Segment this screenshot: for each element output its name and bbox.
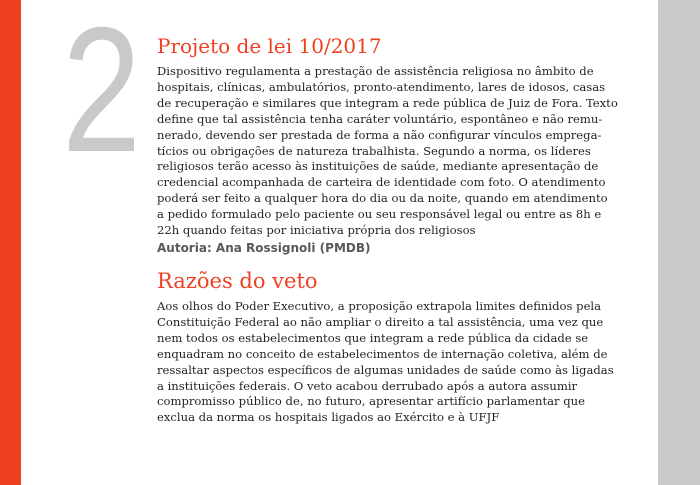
bill-line: tícios ou obrigações de natureza trabalhista. Segundo a norma, os líderes — [157, 143, 591, 158]
bill-authorship: Autoria: Ana Rossignoli (PMDB) — [157, 240, 371, 255]
section-number: 2 — [62, 0, 142, 189]
bill-line: nerado, devendo ser prestada de forma a não configurar vínculos emprega- — [157, 127, 602, 142]
bill-line: Dispositivo regulamenta a prestação de assistência religiosa no âmbito de — [157, 64, 594, 78]
veto-line: ressaltar aspectos específicos de algumas unidades de saúde como às ligadas — [157, 362, 614, 377]
veto-line: enquadram no conceito de estabelecimentos de internação coletiva, além de — [157, 346, 608, 361]
veto-line: compromisso público de, no futuro, apresentar artifício parlamentar que — [157, 394, 585, 409]
bill-line: religiosos terão acesso às instituições de saúde, mediante apresentação de — [157, 159, 599, 174]
bill-line: credencial acompanhada de carteira de identidade com foto. O atendimento — [157, 175, 606, 190]
veto-line: nem todos os estabelecimentos que integram a rede pública da cidade se — [157, 330, 589, 345]
bill-line: 22h quando feitas por iniciativa própria dos religiosos — [157, 223, 476, 238]
veto-description — [157, 299, 653, 426]
article-content — [157, 34, 653, 426]
bill-title: Projeto de lei 10/2017 — [157, 34, 382, 58]
veto-line: a instituições federais. O veto acabou derrubado após a autora assumir — [157, 378, 578, 393]
bill-line: define que tal assistência tenha caráter voluntário, espontâneo e não remu- — [157, 111, 603, 126]
veto-title: Razões do veto — [157, 268, 318, 293]
bill-description — [157, 64, 653, 239]
bill-line: a pedido formulado pelo paciente ou seu responsável legal ou entre as 8h e — [157, 207, 602, 222]
bill-line: hospitais, clínicas, ambulatórios, pronto-atendimento, lares de idosos, casas — [157, 79, 606, 94]
veto-line: exclua da norma os hospitais ligados ao Exército e à UFJF — [157, 410, 500, 425]
left-accent-bar — [0, 0, 21, 485]
veto-line: Constituição Federal ao não ampliar o direito a tal assistência, uma vez que — [157, 314, 604, 329]
right-gray-bar — [658, 0, 700, 485]
veto-line: Aos olhos do Poder Executivo, a proposição extrapola limites definidos pela — [157, 298, 602, 313]
bill-line: de recuperação e similares que integram a rede pública de Juiz de Fora. Texto — [157, 95, 618, 110]
bill-line: poderá ser feito a qualquer hora do dia ou da noite, quando em atendimento — [157, 191, 608, 206]
